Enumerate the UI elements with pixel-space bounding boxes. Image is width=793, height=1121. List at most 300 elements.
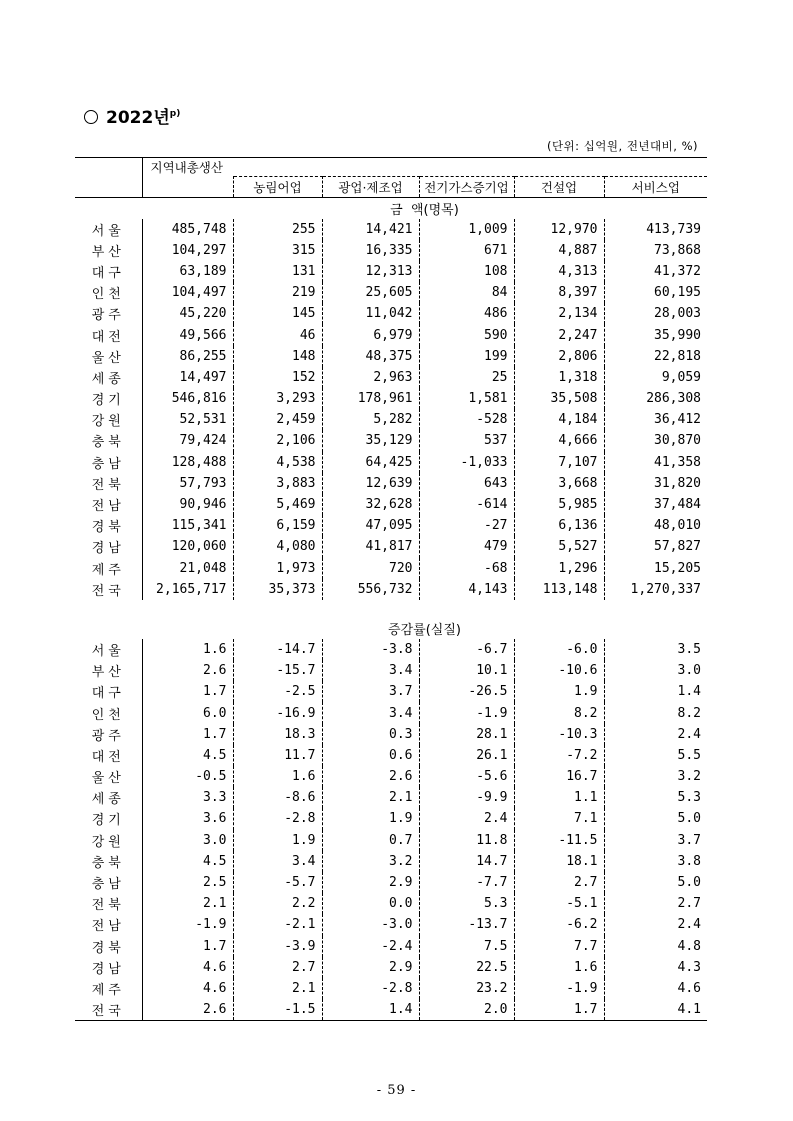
value-cell: 2,806	[514, 346, 604, 367]
region-cell: 경기	[91, 813, 125, 829]
value-cell: 148	[233, 346, 322, 367]
table-row	[75, 681, 707, 702]
value-cell: 5,985	[514, 494, 604, 515]
region-cell: 경남	[91, 961, 125, 977]
value-cell: 18.3	[233, 724, 322, 745]
value-cell: 3.4	[322, 702, 419, 723]
value-cell: 486	[419, 303, 514, 324]
value-cell: 0.0	[322, 893, 419, 914]
value-cell: 7,107	[514, 452, 604, 473]
value-cell: -7.7	[419, 872, 514, 893]
value-cell: 4.3	[677, 959, 701, 975]
value-cell: 315	[233, 240, 322, 261]
region-cell: 부산	[91, 244, 125, 260]
value-cell: 8,397	[514, 282, 604, 303]
table-row	[75, 261, 707, 282]
value-cell: 3.7	[322, 681, 419, 702]
value-cell: -3.8	[322, 639, 419, 660]
value-cell: 4,666	[514, 430, 604, 451]
table-row	[75, 830, 707, 851]
value-cell: -2.8	[233, 808, 322, 829]
value-cell: -0.5	[142, 766, 233, 787]
value-cell: -15.7	[233, 660, 322, 681]
value-cell: -1.5	[233, 999, 322, 1021]
value-cell: 1,270,337	[630, 581, 701, 597]
value-cell: 48,010	[654, 518, 701, 534]
table-row	[75, 766, 707, 787]
value-cell: 5.0	[677, 811, 701, 827]
region-cell: 경북	[91, 940, 125, 956]
value-cell: 1,581	[419, 388, 514, 409]
section-label-amount: 금 액(명목)	[142, 197, 707, 219]
table-row	[75, 324, 707, 345]
value-cell: -26.5	[419, 681, 514, 702]
value-cell: -5.6	[419, 766, 514, 787]
table-row	[75, 303, 707, 324]
value-cell: 25	[419, 367, 514, 388]
value-cell: 720	[322, 558, 419, 579]
value-cell: 11.7	[233, 745, 322, 766]
heading-superscript: p)	[169, 109, 181, 119]
value-cell: 145	[233, 303, 322, 324]
table-row	[75, 430, 707, 451]
table-row	[75, 745, 707, 766]
value-cell: 7.1	[514, 808, 604, 829]
table-row	[75, 851, 707, 872]
value-cell: 16.7	[514, 766, 604, 787]
table-row	[75, 660, 707, 681]
value-cell: 28,003	[654, 306, 701, 322]
value-cell: 12,639	[322, 473, 419, 494]
table-row	[75, 724, 707, 745]
region-cell: 광주	[91, 728, 125, 744]
value-cell: -528	[419, 409, 514, 430]
table-row	[75, 808, 707, 829]
value-cell: 4,080	[233, 536, 322, 557]
value-cell: 4.8	[677, 938, 701, 954]
region-cell: 서울	[91, 643, 125, 659]
region-cell: 경남	[91, 541, 125, 557]
value-cell: 113,148	[514, 579, 604, 600]
value-cell: 5.3	[677, 790, 701, 806]
value-cell: 0.7	[322, 830, 419, 851]
value-cell: 2.6	[142, 999, 233, 1021]
value-cell: 64,425	[322, 452, 419, 473]
value-cell: 590	[419, 324, 514, 345]
value-cell: 15,205	[654, 560, 701, 576]
region-cell: 전국	[91, 583, 125, 599]
value-cell: 5,527	[514, 536, 604, 557]
value-cell: 3.0	[142, 830, 233, 851]
table-row	[75, 893, 707, 914]
value-cell: -2.1	[233, 914, 322, 935]
value-cell: 3.5	[677, 641, 701, 657]
header-grdp-cont	[142, 176, 233, 197]
value-cell: 6,136	[514, 515, 604, 536]
region-cell: 전북	[91, 477, 125, 493]
table-row	[75, 978, 707, 999]
value-cell: 14.7	[419, 851, 514, 872]
table-row	[75, 494, 707, 515]
table-row	[75, 936, 707, 957]
value-cell: 1,973	[233, 558, 322, 579]
value-cell: 0.6	[322, 745, 419, 766]
table-row	[75, 536, 707, 557]
value-cell: 2.4	[419, 808, 514, 829]
value-cell: -10.3	[514, 724, 604, 745]
value-cell: 286,308	[646, 391, 701, 407]
header-cons: 건설업	[514, 176, 604, 197]
value-cell: -5.7	[233, 872, 322, 893]
value-cell: 4,313	[514, 261, 604, 282]
value-cell: 104,497	[142, 282, 233, 303]
value-cell: 57,793	[142, 473, 233, 494]
value-cell: -14.7	[233, 639, 322, 660]
value-cell: 108	[419, 261, 514, 282]
value-cell: 31,820	[654, 475, 701, 491]
value-cell: 2,106	[233, 430, 322, 451]
value-cell: 49,566	[142, 324, 233, 345]
value-cell: 3,668	[514, 473, 604, 494]
value-cell: 57,827	[654, 539, 701, 555]
value-cell: 3.6	[142, 808, 233, 829]
table-row	[75, 558, 707, 579]
table-row	[75, 914, 707, 935]
table-row	[75, 872, 707, 893]
value-cell: 9,059	[661, 369, 701, 385]
value-cell: 10.1	[419, 660, 514, 681]
value-cell: 2.0	[419, 999, 514, 1021]
value-cell: 1.7	[142, 724, 233, 745]
value-cell: -6.2	[514, 914, 604, 935]
value-cell: 3.7	[677, 832, 701, 848]
value-cell: 11.8	[419, 830, 514, 851]
header-grdp: 지역내총생산	[142, 158, 233, 177]
value-cell: 479	[419, 536, 514, 557]
value-cell: 2.4	[677, 726, 701, 742]
value-cell: 14,497	[142, 367, 233, 388]
value-cell: 4,538	[233, 452, 322, 473]
section-label-growth: 증감률(실질)	[388, 622, 461, 638]
value-cell: 16,335	[322, 240, 419, 261]
table-row	[75, 367, 707, 388]
value-cell: 86,255	[142, 346, 233, 367]
value-cell: 0.3	[322, 724, 419, 745]
value-cell: 1.7	[514, 999, 604, 1021]
region-cell: 전남	[91, 499, 125, 515]
section-heading	[84, 103, 180, 128]
value-cell: 1,296	[514, 558, 604, 579]
value-cell: 6,979	[322, 324, 419, 345]
value-cell: 90,946	[142, 494, 233, 515]
value-cell: 8.2	[514, 702, 604, 723]
value-cell: 255	[233, 219, 322, 240]
value-cell: 25,605	[322, 282, 419, 303]
value-cell: 2,963	[322, 367, 419, 388]
value-cell: 556,732	[322, 579, 419, 600]
region-cell: 세종	[91, 792, 125, 808]
table-row	[75, 473, 707, 494]
region-cell: 충남	[91, 877, 125, 893]
value-cell: -6.0	[514, 639, 604, 660]
value-cell: 8.2	[677, 705, 701, 721]
value-cell: 2.6	[142, 660, 233, 681]
value-cell: 5.5	[677, 747, 701, 763]
unit-note: (단위: 십억원, 전년대비, %)	[546, 139, 698, 153]
value-cell: 48,375	[322, 346, 419, 367]
table-row	[75, 579, 707, 600]
value-cell: 4,184	[514, 409, 604, 430]
value-cell: 2.7	[677, 896, 701, 912]
value-cell: 2,165,717	[142, 579, 233, 600]
value-cell: 21,048	[142, 558, 233, 579]
value-cell: 537	[419, 430, 514, 451]
table-row	[75, 639, 707, 660]
value-cell: 104,297	[142, 240, 233, 261]
value-cell: 11,042	[322, 303, 419, 324]
table-row	[75, 346, 707, 367]
value-cell: 413,739	[646, 221, 701, 237]
value-cell: 199	[419, 346, 514, 367]
value-cell: 178,961	[322, 388, 419, 409]
value-cell: 4.5	[142, 851, 233, 872]
value-cell: 4.1	[604, 999, 707, 1021]
value-cell: 4.6	[142, 978, 233, 999]
value-cell: 671	[419, 240, 514, 261]
value-cell: 79,424	[142, 430, 233, 451]
value-cell: 35,373	[233, 579, 322, 600]
value-cell: 1.7	[142, 681, 233, 702]
value-cell: 115,341	[142, 515, 233, 536]
value-cell: 45,220	[142, 303, 233, 324]
value-cell: 23.2	[419, 978, 514, 999]
value-cell: -13.7	[419, 914, 514, 935]
value-cell: 1.9	[233, 830, 322, 851]
value-cell: 35,508	[514, 388, 604, 409]
value-cell: -7.2	[514, 745, 604, 766]
value-cell: 485,748	[142, 219, 233, 240]
value-cell: 5.3	[419, 893, 514, 914]
value-cell: -68	[419, 558, 514, 579]
value-cell: 3.2	[322, 851, 419, 872]
value-cell: -1,033	[419, 452, 514, 473]
value-cell: 1.9	[322, 808, 419, 829]
region-cell: 강원	[91, 834, 125, 850]
value-cell: 1.4	[677, 684, 701, 700]
region-cell: 경기	[91, 393, 125, 409]
value-cell: -27	[419, 515, 514, 536]
value-cell: 4.6	[142, 957, 233, 978]
value-cell: 3.4	[322, 660, 419, 681]
table-row	[75, 702, 707, 723]
value-cell: -3.9	[233, 936, 322, 957]
value-cell: 2.9	[322, 872, 419, 893]
value-cell: 1.9	[514, 681, 604, 702]
value-cell: 37,484	[654, 497, 701, 513]
header-agri: 농림어업	[233, 176, 322, 197]
value-cell: 41,372	[654, 263, 701, 279]
value-cell: 7.7	[514, 936, 604, 957]
region-cell: 충북	[91, 435, 125, 451]
region-cell: 울산	[91, 771, 125, 787]
value-cell: 46	[233, 324, 322, 345]
value-cell: 6.0	[142, 702, 233, 723]
value-cell: 2,134	[514, 303, 604, 324]
value-cell: 36,412	[654, 412, 701, 428]
page-number: - 59 -	[376, 1083, 417, 1098]
value-cell: 32,628	[322, 494, 419, 515]
value-cell: 546,816	[142, 388, 233, 409]
value-cell: 2,247	[514, 324, 604, 345]
value-cell: 1.1	[514, 787, 604, 808]
region-cell: 울산	[91, 350, 125, 366]
region-cell: 경북	[91, 520, 125, 536]
header-mfg: 광업·제조업	[322, 176, 419, 197]
header-region-blank	[75, 158, 142, 198]
value-cell: 1.7	[142, 936, 233, 957]
grdp-table	[75, 157, 707, 1021]
value-cell: 52,531	[142, 409, 233, 430]
header-blank	[233, 158, 707, 177]
value-cell: 4,887	[514, 240, 604, 261]
value-cell: -2.5	[233, 681, 322, 702]
value-cell: 2.1	[233, 978, 322, 999]
value-cell: 3.2	[677, 769, 701, 785]
region-cell: 전남	[91, 919, 125, 935]
header-serv: 서비스업	[604, 176, 707, 197]
value-cell: 2.1	[322, 787, 419, 808]
value-cell: 3.0	[677, 663, 701, 679]
value-cell: 2.9	[322, 957, 419, 978]
region-cell: 광주	[91, 308, 125, 324]
value-cell: 7.5	[419, 936, 514, 957]
value-cell: 2.7	[514, 872, 604, 893]
value-cell: -6.7	[419, 639, 514, 660]
value-cell: 3.3	[142, 787, 233, 808]
value-cell: 120,060	[142, 536, 233, 557]
value-cell: 41,358	[654, 454, 701, 470]
value-cell: 41,817	[322, 536, 419, 557]
value-cell: 6,159	[233, 515, 322, 536]
growth-section	[75, 618, 707, 1021]
value-cell: 12,313	[322, 261, 419, 282]
table-row	[75, 409, 707, 430]
value-cell: -11.5	[514, 830, 604, 851]
value-cell: 5.0	[677, 875, 701, 891]
value-cell: 2.7	[233, 957, 322, 978]
header-util: 전기가스증기업	[419, 176, 514, 197]
value-cell: 84	[419, 282, 514, 303]
value-cell: -9.9	[419, 787, 514, 808]
value-cell: 1,009	[419, 219, 514, 240]
value-cell: 14,421	[322, 219, 419, 240]
value-cell: -3.0	[322, 914, 419, 935]
value-cell: 5,282	[322, 409, 419, 430]
value-cell: 5,469	[233, 494, 322, 515]
value-cell: 47,095	[322, 515, 419, 536]
value-cell: 152	[233, 367, 322, 388]
value-cell: 4,143	[419, 579, 514, 600]
table-row	[75, 388, 707, 409]
table-row	[75, 957, 707, 978]
table-row	[75, 787, 707, 808]
table-row	[75, 999, 707, 1021]
value-cell: 22.5	[419, 957, 514, 978]
value-cell: 2.4	[677, 917, 701, 933]
value-cell: 4.5	[142, 745, 233, 766]
region-cell: 제주	[91, 982, 125, 998]
value-cell: 22,818	[654, 348, 701, 364]
value-cell: 2.5	[142, 872, 233, 893]
region-cell: 강원	[91, 414, 125, 430]
value-cell: -614	[419, 494, 514, 515]
region-cell: 충북	[91, 855, 125, 871]
value-cell: 1.6	[514, 957, 604, 978]
table-row	[75, 282, 707, 303]
value-cell: 1,318	[514, 367, 604, 388]
value-cell: -1.9	[419, 702, 514, 723]
value-cell: 30,870	[654, 433, 701, 449]
value-cell: 1.6	[142, 639, 233, 660]
table-row	[75, 452, 707, 473]
region-cell: 대전	[91, 329, 125, 345]
value-cell: 3,883	[233, 473, 322, 494]
value-cell: 63,189	[142, 261, 233, 282]
value-cell: -5.1	[514, 893, 604, 914]
value-cell: 219	[233, 282, 322, 303]
region-cell: 충남	[91, 456, 125, 472]
value-cell: -2.8	[322, 978, 419, 999]
value-cell: 26.1	[419, 745, 514, 766]
region-cell: 인천	[91, 287, 125, 303]
table-row	[75, 515, 707, 536]
value-cell: 18.1	[514, 851, 604, 872]
value-cell: -16.9	[233, 702, 322, 723]
value-cell: 1.6	[233, 766, 322, 787]
region-cell: 세종	[91, 371, 125, 387]
value-cell: 128,488	[142, 452, 233, 473]
table-row	[75, 240, 707, 261]
circle-bullet-icon	[84, 110, 98, 124]
region-cell: 대구	[91, 686, 125, 702]
amount-section	[75, 197, 707, 600]
value-cell: 1.4	[322, 999, 419, 1021]
value-cell: -10.6	[514, 660, 604, 681]
value-cell: 3.8	[677, 853, 701, 869]
value-cell: 3,293	[233, 388, 322, 409]
value-cell: 35,990	[654, 327, 701, 343]
value-cell: 12,970	[514, 219, 604, 240]
region-cell: 대구	[91, 265, 125, 281]
value-cell: 131	[233, 261, 322, 282]
region-cell: 전북	[91, 898, 125, 914]
value-cell: -8.6	[233, 787, 322, 808]
region-cell: 서울	[91, 223, 125, 239]
value-cell: 2,459	[233, 409, 322, 430]
value-cell: -1.9	[514, 978, 604, 999]
value-cell: -1.9	[142, 914, 233, 935]
table-row	[75, 219, 707, 240]
region-cell: 전국	[75, 999, 142, 1021]
heading-year: 2022년	[106, 108, 170, 128]
region-cell: 인천	[91, 707, 125, 723]
region-cell: 대전	[91, 749, 125, 765]
value-cell: -2.4	[322, 936, 419, 957]
value-cell: 73,868	[654, 242, 701, 258]
value-cell: 2.6	[322, 766, 419, 787]
section-gap	[75, 600, 707, 618]
value-cell: 60,195	[654, 285, 701, 301]
